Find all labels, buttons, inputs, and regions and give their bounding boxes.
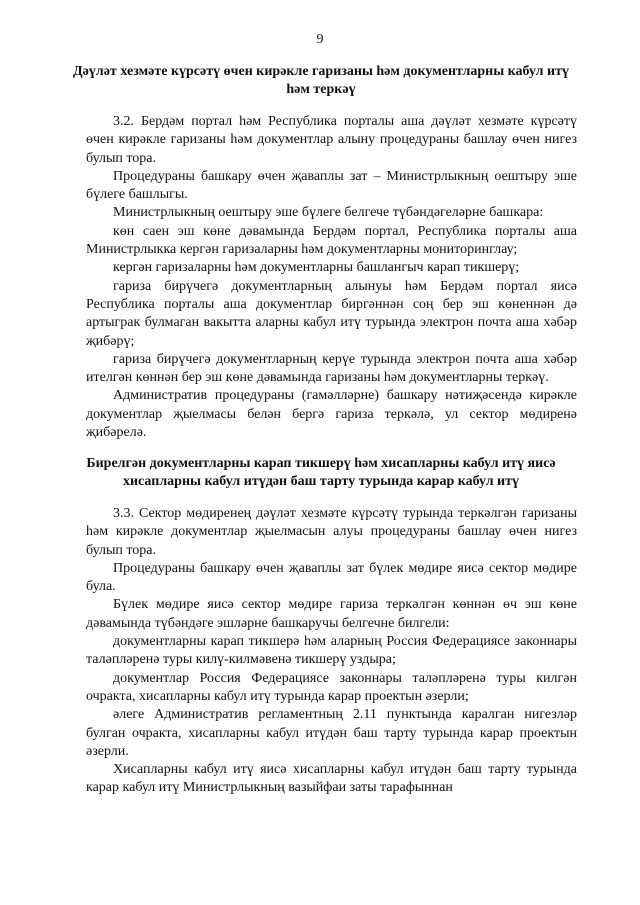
paragraph: Процедураны башкару өчен җаваплы зат бүлек мөдире яисә сектор мөдире була. [86,560,577,595]
section-body-review [86,505,577,798]
section-heading-acceptance: Дәүләт хезмәте күрсәтү өчен кирәкле гаризаны һәм документларны кабул итү һәм теркәү [73,64,569,97]
paragraph: Процедураны башкару өчен җаваплы зат – Министрлыкның оештыру эше бүлеге башлыгы. [86,168,577,203]
paragraph: әлеге Административ регламентның 2.11 пунктында каралган нигезләр булган очракта, хисапларны кабул итүдән баш тарту турында карар проектын әзерли. [86,707,577,759]
paragraph: документларны карап тикшерә һәм аларның Россия Федерациясе законнары таләпләренә туры килү-килмәвенә тикшерү уздыра; [86,634,577,668]
paragraph: Министрлыкның оештыру эше бүлеге белгече түбәндәгеләрне башкара: [113,205,544,221]
paragraph: Административ процедураны (гамәлләрне) башкару нәтиҗәсендә кирәкле документлар җыелмасы белән бергә гариза теркәлә, ул сектор мөдиренә җибәрелә. [86,388,577,441]
paragraph: 3.2. Бердәм портал һәм Республика порталы аша дәүләт хезмәте күрсәтү өчен кирәкле гаризаны һәм документлар алыну процедураны башлау өчен нигез булып тора. [86,114,577,166]
paragraph: көн саен эш көне дәвамында Бердәм портал, Республика порталы аша Министрлыкка кергән гаризаларны һәм документларны мониторинглау; [86,223,577,258]
paragraph: гариза бирүчегә документларның алынуы һәм Бердәм портал яисә Республика порталы аша документлар биргәннән соң бер эш көненнән дә артыграк булмаган вакытта аларны кабул итү турында электрон почта аша хәбәр җибәрү; [86,278,577,349]
paragraph: документлар Россия Федерациясе законнары таләпләренә туры килгән очракта, хисапларны кабул итү турында карар проектын әзерли; [86,670,577,704]
section-body-acceptance [86,113,577,442]
paragraph: Бүлек мөдире яисә сектор мөдире гариза теркәлгән көннән өч эш көне дәвамында түбәндәге эшләрне башкаручы белгечне билгели: [86,597,577,631]
paragraph: Хисапларны кабул итү яисә хисапларны кабул итүдән баш тарту турында карар кабул итү Министрлыкның вазыйфаи заты тарафыннан [86,762,577,796]
paragraph: 3.3. Сектор мөдиренең дәүләт хезмәте күрсәтү турында теркәлгән гаризаны һәм кирәкле документлар җыелмасын алуы процедураны башлау өчен нигез булып тора. [86,506,577,558]
page-number: 9 [316,32,324,47]
section-heading-review: Бирелгән документларны карап тикшерү һәм хисапларны кабул итү яисә хисапларны кабул итүдән баш тарту турында карар кабул итү [86,456,556,489]
paragraph: кергән гаризаларны һәм документларны башлангыч карап тикшерү; [113,260,520,276]
paragraph: гариза бирүчегә документларның керүе турында электрон почта аша хәбәр ителгән көннән бер эш көне дәвамында гаризаны һәм документларны теркәү. [86,351,577,386]
